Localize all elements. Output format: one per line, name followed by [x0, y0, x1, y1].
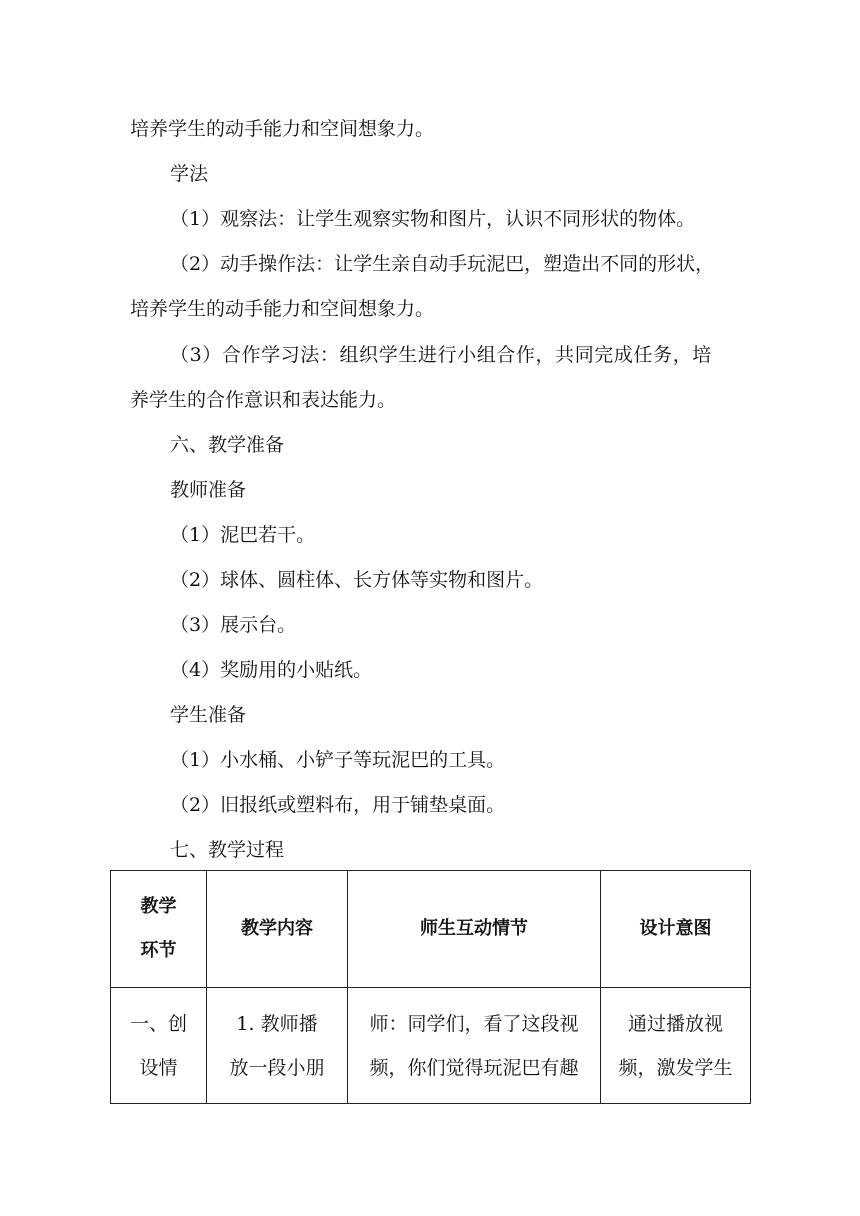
- header-design-intent: [601, 871, 751, 988]
- cell-line: 频，激发学生: [618, 1056, 733, 1079]
- list-item: （1）小水桶、小铲子等玩泥巴的工具。: [170, 749, 506, 771]
- cell-line: 频，你们觉得玩泥巴有趣: [369, 1056, 579, 1079]
- list-item: （2）球体、圆柱体、长方体等实物和图片。: [170, 569, 544, 591]
- table-header-row: [111, 871, 751, 988]
- list-item: （4）奖励用的小贴纸。: [170, 659, 373, 681]
- text-line: 养学生的合作意识和表达能力。: [130, 389, 397, 411]
- section-heading: 六、教学准备: [170, 434, 285, 456]
- header-teaching-stage: [111, 871, 207, 988]
- text-line: （1）观察法：让学生观察实物和图片，认识不同形状的物体。: [170, 208, 696, 230]
- cell-line: 放一段小朋: [229, 1056, 325, 1079]
- cell-content: [207, 988, 348, 1104]
- text-line: 培养学生的动手能力和空间想象力。: [130, 118, 435, 140]
- text-line: （3）合作学习法：组织学生进行小组合作，共同完成任务，培: [170, 344, 712, 366]
- list-item: （1）泥巴若干。: [170, 524, 316, 546]
- section-heading: 七、教学过程: [170, 839, 285, 861]
- cell-line: 一、创: [129, 1012, 187, 1035]
- section-heading: 教师准备: [170, 479, 247, 501]
- cell-interaction: [348, 988, 601, 1104]
- cell-stage: [111, 988, 207, 1104]
- teaching-process-table: [110, 870, 751, 1104]
- header-line: 教学内容: [241, 918, 313, 939]
- list-item: （3）展示台。: [170, 614, 297, 636]
- header-interaction: [348, 871, 601, 988]
- cell-line: 师：同学们，看了这段视: [369, 1012, 579, 1035]
- table-row: [111, 988, 751, 1104]
- header-line: 教学: [140, 896, 177, 917]
- cell-intent: [601, 988, 751, 1104]
- list-item: （2）旧报纸或塑料布，用于铺垫桌面。: [170, 794, 506, 816]
- header-teaching-content: [207, 871, 348, 988]
- cell-line: 设情: [139, 1056, 178, 1079]
- section-heading: 学法: [170, 163, 209, 185]
- text-line: （2）动手操作法：让学生亲自动手玩泥巴，塑造出不同的形状，: [170, 253, 715, 275]
- cell-line: 通过播放视: [627, 1012, 723, 1035]
- text-line: 培养学生的动手能力和空间想象力。: [130, 298, 435, 320]
- cell-line: 1. 教师播: [236, 1012, 318, 1035]
- header-line: 设计意图: [639, 918, 712, 939]
- header-line: 环节: [140, 940, 177, 961]
- header-line: 师生互动情节: [420, 918, 528, 939]
- section-heading: 学生准备: [170, 704, 247, 726]
